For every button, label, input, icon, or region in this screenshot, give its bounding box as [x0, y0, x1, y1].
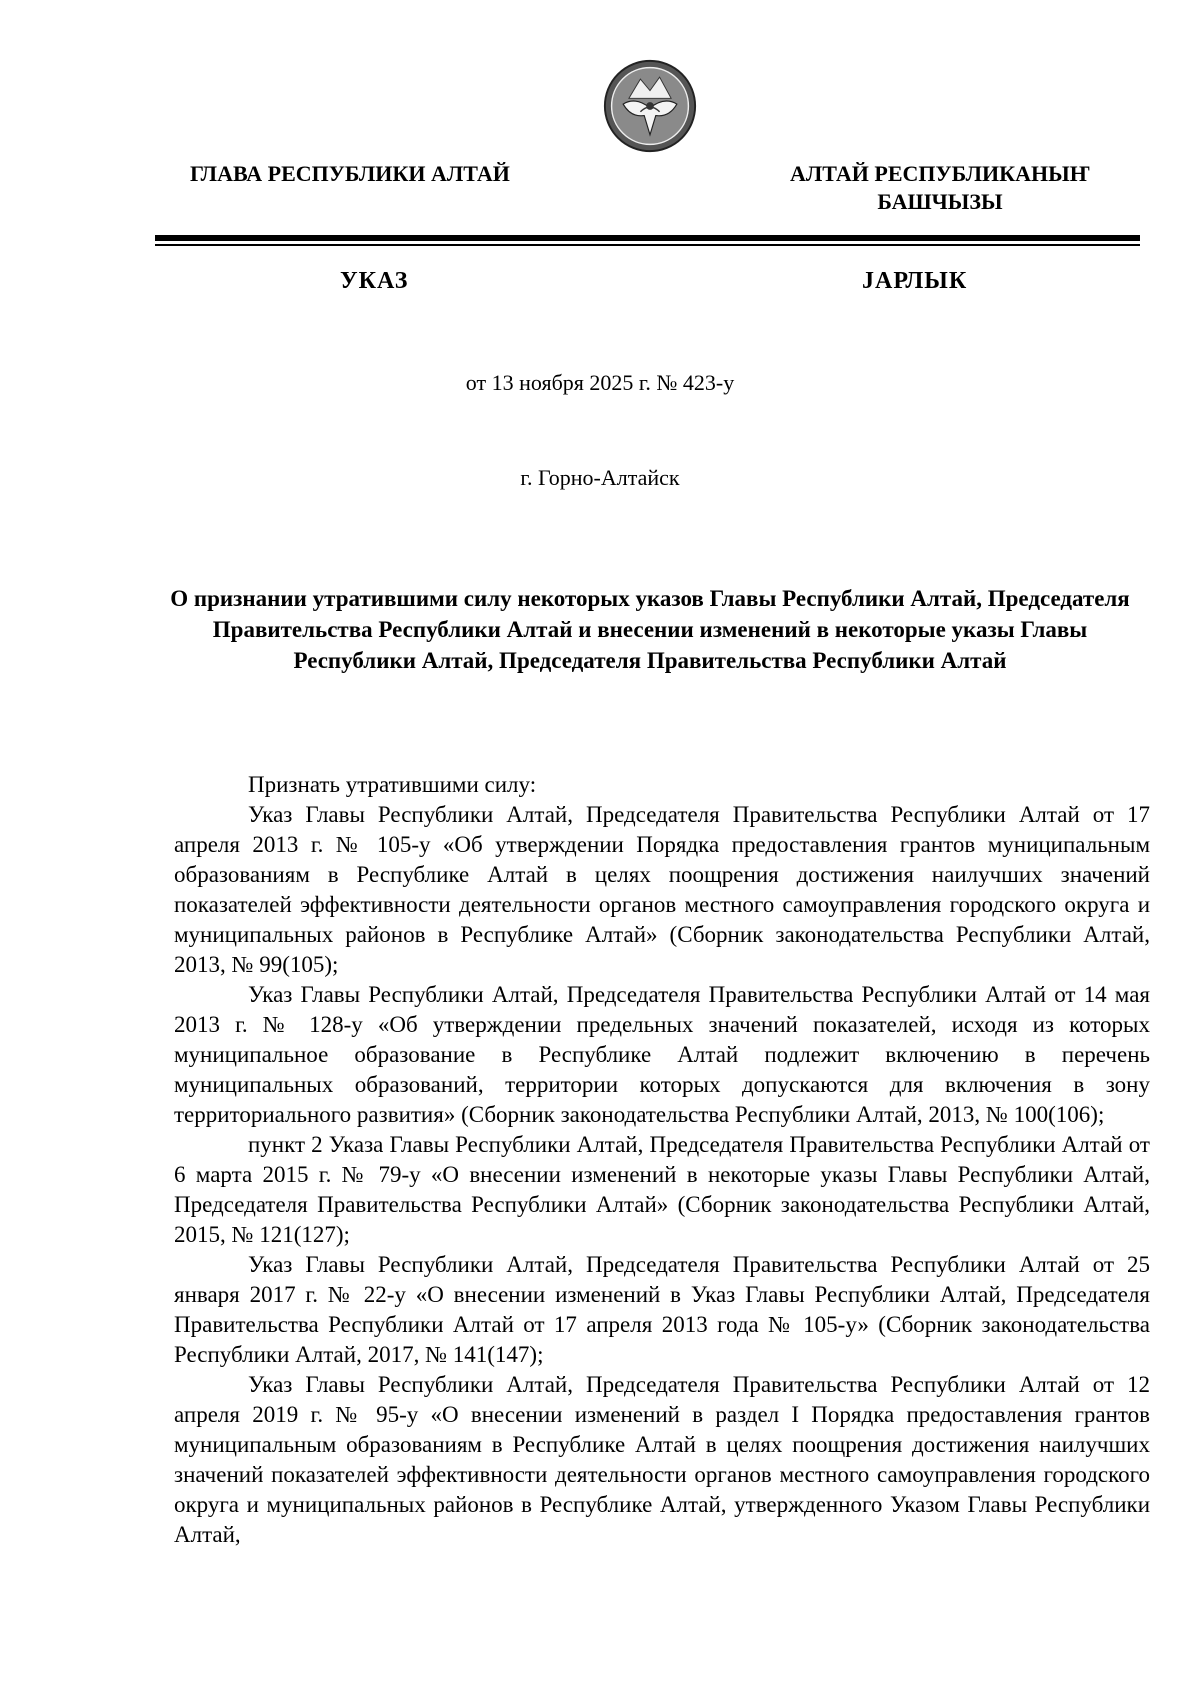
body-paragraph: Указ Главы Республики Алтай, Председателя Правительства Республики Алтай от 25 января 2017 г. № 22-у «О внесении изменений в Указ Главы Республики Алтай, Председателя Правительства Республики Алтай от 17 апреля 2013 года № 105-у» (Сборник законодательства Республики Алтай, 2017, № 141(147);	[174, 1252, 1150, 1367]
coat-of-arms-emblem	[602, 58, 698, 154]
body-paragraph: пункт 2 Указа Главы Республики Алтай, Председателя Правительства Республики Алтай от 6 марта 2015 г. № 79-у «О внесении изменений в некоторые указы Главы Республики Алтай, Председателя Правительства Республики Алтай» (Сборник законодательства Республики Алтай, 2015, № 121(127);	[174, 1132, 1150, 1247]
header-divider-thick	[155, 235, 1140, 241]
body-paragraph: Признать утратившими силу:	[248, 772, 537, 797]
issuer-title-russian: ГЛАВА РЕСПУБЛИКИ АЛТАЙ	[190, 161, 510, 186]
issuer-title-altai	[760, 160, 1120, 216]
document-city: г. Горно-Алтайск	[520, 465, 680, 490]
issuer-title-altai-line2: БАШЧЫЗЫ	[877, 189, 1003, 214]
header-divider-thin	[155, 244, 1140, 246]
body-paragraph: Указ Главы Республики Алтай, Председателя Правительства Республики Алтай от 17 апреля 2013 г. № 105-у «Об утверждении Порядка предоставления грантов муниципальным образованиям в Республике Алтай в целях поощрения достижения наилучших значений показателей эффективности деятельности органов местного самоуправления городского округа и муниципальных районов в Республике Алтай» (Сборник законодательства Республики Алтай, 2013, № 99(105);	[174, 802, 1150, 977]
document-title: О признании утратившими силу некоторых указов Главы Республики Алтай, Председателя Правительства Республики Алтай и внесении изменений в некоторые указы Главы Республики Алтай, Председателя Правительства Республики Алтай	[170, 586, 1130, 673]
document-body	[174, 770, 1150, 1550]
issuer-title-altai-line1: АЛТАЙ РЕСПУБЛИКАНЫҤ	[790, 161, 1090, 186]
document-kind-altai: ЈАРЛЫК	[862, 268, 968, 294]
body-paragraph: Указ Главы Республики Алтай, Председателя Правительства Республики Алтай от 12 апреля 2019 г. № 95-у «О внесении изменений в раздел I Порядка предоставления грантов муниципальным образованиям в Республике Алтай в целях поощрения достижения наилучших значений показателей эффективности деятельности органов местного самоуправления городского округа и муниципальных районов в Республике Алтай, утвержденного Указом Главы Республики Алтай,	[174, 1372, 1150, 1547]
document-kind-russian: УКАЗ	[340, 268, 409, 294]
document-date-number: от 13 ноября 2025 г. № 423-у	[465, 370, 735, 395]
body-paragraph: Указ Главы Республики Алтай, Председателя Правительства Республики Алтай от 14 мая 2013 г. № 128-у «Об утверждении предельных значений показателей, исходя из которых муниципальное образование в Республике Алтай подлежит включению в перечень муниципальных образований, территории которых допускаются для включения в зону территориального развития» (Сборник законодательства Республики Алтай, 2013, № 100(106);	[174, 982, 1150, 1127]
